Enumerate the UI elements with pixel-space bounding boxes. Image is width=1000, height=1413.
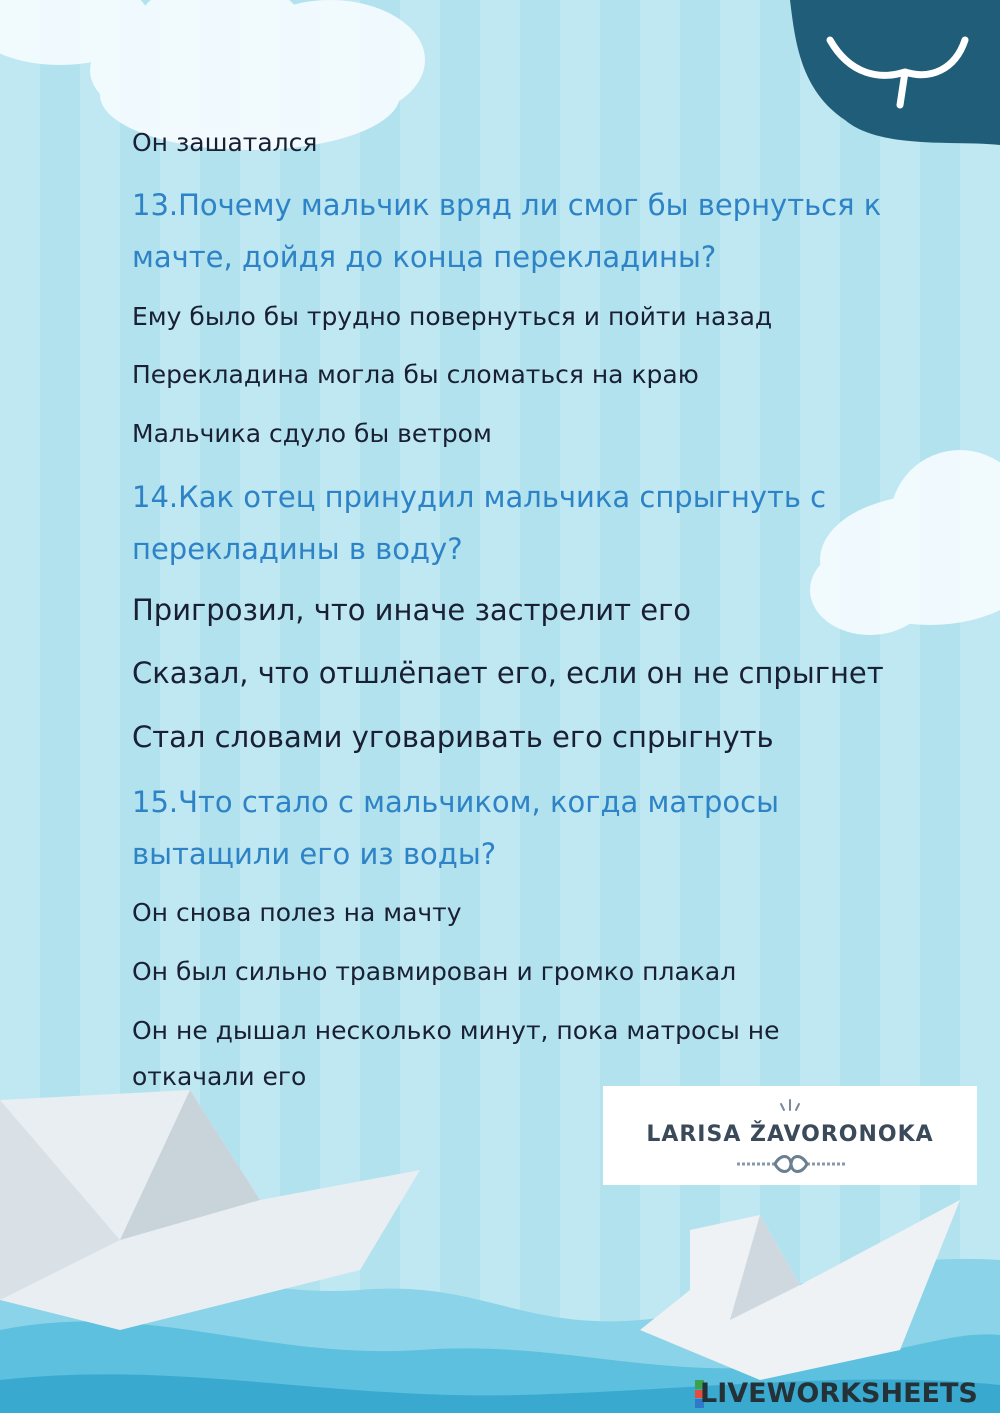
question-15-line-2: вытащили его из воды? <box>132 837 497 871</box>
question-15-line-1: 15.Что стало с мальчиком, когда матросы <box>132 785 780 819</box>
rope-knot-icon <box>735 1154 847 1174</box>
author-logo <box>603 1086 977 1185</box>
answer-option[interactable]: Сказал, что отшлёпает его, если он не спрыгнет <box>132 656 884 690</box>
answer-option[interactable]: Ему было бы трудно повернуться и пойти назад <box>132 302 773 331</box>
answer-option[interactable]: Он снова полез на мачту <box>132 898 462 927</box>
answer-option[interactable]: Перекладина могла бы сломаться на краю <box>132 360 699 389</box>
answer-option[interactable]: Пригрозил, что иначе застрелит его <box>132 593 692 627</box>
logo-sparkle-icon <box>773 1098 807 1114</box>
answer-option[interactable]: Он зашатался <box>132 128 318 157</box>
liveworksheets-brand: LIVEWORKSHEETS <box>700 1378 978 1409</box>
logo-text: LARISA ŽAVORONOKA <box>646 1122 934 1147</box>
question-13-line-2: мачте, дойдя до конца перекладины? <box>132 240 717 274</box>
answer-option[interactable]: Он не дышал несколько минут, пока матросы не <box>132 1016 780 1045</box>
answer-option[interactable]: Стал словами уговаривать его спрыгнуть <box>132 720 774 754</box>
answer-option[interactable]: откачали его <box>132 1062 307 1091</box>
question-13-line-1: 13.Почему мальчик вряд ли смог бы вернуться к <box>132 188 882 222</box>
question-14-line-1: 14.Как отец принудил мальчика спрыгнуть с <box>132 480 827 514</box>
question-14-line-2: перекладины в воду? <box>132 532 463 566</box>
answer-option[interactable]: Он был сильно травмирован и громко плакал <box>132 957 737 986</box>
answer-option[interactable]: Мальчика сдуло бы ветром <box>132 419 492 448</box>
